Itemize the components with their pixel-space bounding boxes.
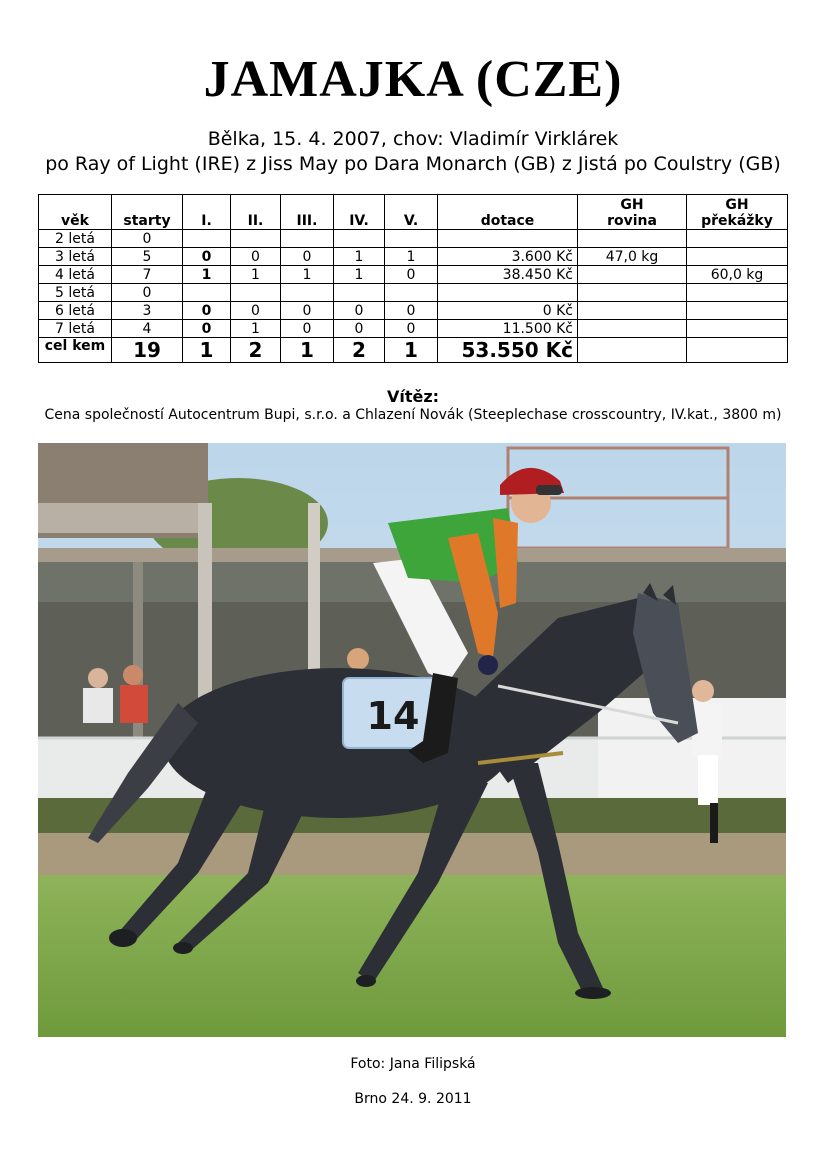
table-cell — [334, 230, 385, 248]
photo-credit: Foto: Jana Filipská — [350, 1056, 476, 1072]
table-cell — [687, 230, 788, 248]
col-header-4: IV. — [334, 195, 385, 230]
table-cell: 38.450 Kč — [438, 266, 578, 284]
total-row — [39, 338, 788, 363]
table-cell: 4 — [112, 320, 183, 338]
table-cell — [231, 230, 281, 248]
table-cell: 0 — [281, 302, 334, 320]
table-cell: 6 letá — [39, 302, 112, 320]
table-cell: 0 — [231, 248, 281, 266]
total-cell: 2 — [231, 338, 281, 363]
page-title: JAMAJKA (CZE) — [203, 51, 623, 108]
table-row — [39, 302, 788, 320]
winner-heading: Vítěz: — [386, 387, 440, 406]
table-cell — [281, 230, 334, 248]
col-header-3: III. — [281, 195, 334, 230]
table-cell: 47,0 kg — [578, 248, 687, 266]
table-cell: 7 letá — [39, 320, 112, 338]
table-cell — [687, 320, 788, 338]
table-cell: 0 Kč — [438, 302, 578, 320]
table-cell — [687, 302, 788, 320]
winner-race: Cena společností Autocentrum Bupi, s.r.o. a Chlazení Novák (Steeplechase crosscountry, IV.kat., 3800 m) — [44, 407, 782, 423]
table-cell — [578, 266, 687, 284]
table-cell: 0 — [183, 302, 231, 320]
col-header-starty: starty — [112, 195, 183, 230]
table-cell: 2 letá — [39, 230, 112, 248]
table-cell: 1 — [334, 266, 385, 284]
table-cell — [578, 320, 687, 338]
table-cell: 0 — [385, 266, 438, 284]
table-cell: 1 — [334, 248, 385, 266]
table-row — [39, 266, 788, 284]
table-cell: 1 — [231, 266, 281, 284]
table-cell: 0 — [334, 302, 385, 320]
table-row — [39, 320, 788, 338]
table-cell: 3.600 Kč — [438, 248, 578, 266]
col-header-1: I. — [183, 195, 231, 230]
col-header-dotace: dotace — [438, 195, 578, 230]
table-cell — [183, 230, 231, 248]
table-cell: 5 — [112, 248, 183, 266]
table-cell — [438, 230, 578, 248]
table-cell — [183, 284, 231, 302]
table-cell: 1 — [231, 320, 281, 338]
total-label: cel kem — [39, 338, 112, 363]
table-cell: 7 — [112, 266, 183, 284]
table-cell: 0 — [385, 320, 438, 338]
table-cell: 0 — [183, 320, 231, 338]
table-cell: 0 — [281, 248, 334, 266]
table-cell — [578, 302, 687, 320]
table-cell: 0 — [385, 302, 438, 320]
table-row — [39, 248, 788, 266]
table-cell — [281, 284, 334, 302]
table-cell: 1 — [385, 248, 438, 266]
table-cell — [687, 248, 788, 266]
total-cell — [687, 338, 788, 363]
table-row — [39, 230, 788, 248]
horse-birth-breeder: Bělka, 15. 4. 2007, chov: Vladimír Virklárek — [207, 128, 619, 150]
horse-photo-illustration — [38, 443, 786, 1037]
table-cell: 11.500 Kč — [438, 320, 578, 338]
total-cell: 1 — [281, 338, 334, 363]
place-date: Brno 24. 9. 2011 — [354, 1091, 472, 1107]
table-cell — [385, 230, 438, 248]
table-cell: 60,0 kg — [687, 266, 788, 284]
table-cell — [578, 230, 687, 248]
col-header-gh-prekazky: GH překážky — [687, 195, 788, 230]
table-cell — [334, 284, 385, 302]
col-header-gh-rovina: GH rovina — [578, 195, 687, 230]
table-cell: 0 — [183, 248, 231, 266]
table-cell — [438, 284, 578, 302]
col-header-5: V. — [385, 195, 438, 230]
table-cell: 0 — [281, 320, 334, 338]
table-cell — [231, 284, 281, 302]
table-cell: 1 — [183, 266, 231, 284]
table-cell: 0 — [231, 302, 281, 320]
table-cell: 0 — [334, 320, 385, 338]
table-cell: 0 — [112, 284, 183, 302]
table-row — [39, 284, 788, 302]
table-cell: 3 — [112, 302, 183, 320]
col-header-vek: věk — [39, 195, 112, 230]
table-cell: 1 — [281, 266, 334, 284]
total-cell: 1 — [183, 338, 231, 363]
table-cell: 0 — [112, 230, 183, 248]
race-stats-table — [38, 194, 788, 363]
table-cell — [687, 284, 788, 302]
total-cell: 19 — [112, 338, 183, 363]
table-cell — [578, 284, 687, 302]
table-cell: 5 letá — [39, 284, 112, 302]
table-cell: 4 letá — [39, 266, 112, 284]
total-cell: 1 — [385, 338, 438, 363]
table-header-row — [39, 195, 788, 230]
number-cloth-text: 14 — [366, 694, 420, 738]
total-cell — [578, 338, 687, 363]
table-cell: 3 letá — [39, 248, 112, 266]
total-cell: 53.550 Kč — [438, 338, 578, 363]
table-cell — [385, 284, 438, 302]
col-header-2: II. — [231, 195, 281, 230]
horse-pedigree: po Ray of Light (IRE) z Jiss May po Dara Monarch (GB) z Jistá po Coulstry (GB) — [45, 153, 781, 175]
race-photo — [38, 443, 786, 1037]
total-cell: 2 — [334, 338, 385, 363]
